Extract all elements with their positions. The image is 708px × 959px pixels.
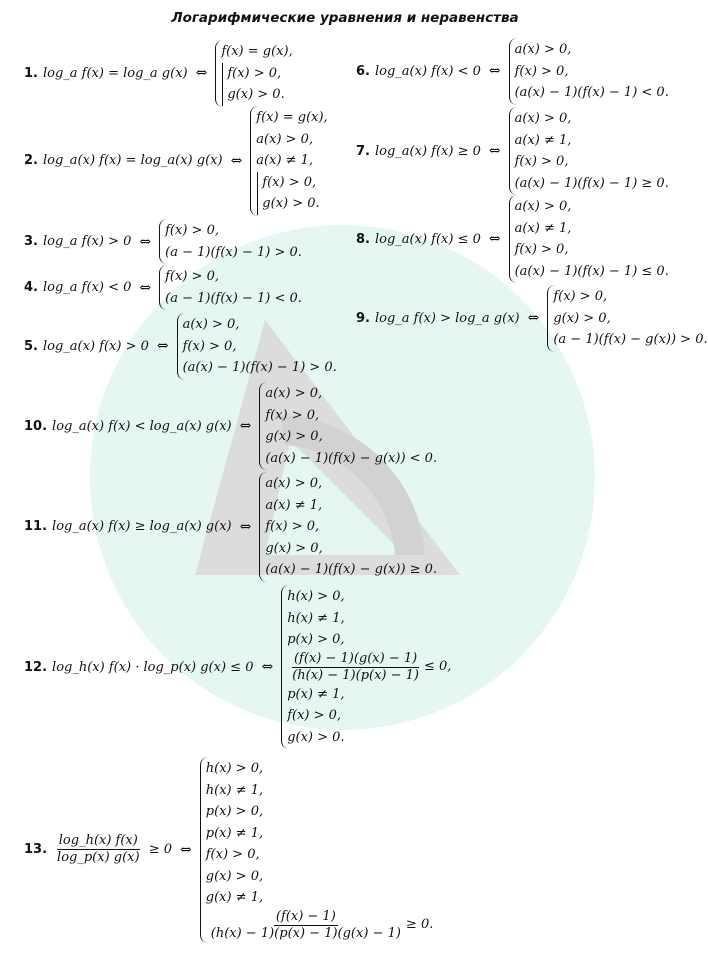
formula-12	[24, 585, 451, 749]
condition: (a − 1)(f(x) − 1) < 0.	[165, 290, 302, 306]
formula-lhs: log_a(x) f(x) ≥ log_a(x) g(x)	[52, 519, 232, 535]
formula-number: 4.	[24, 280, 38, 295]
system-brace	[509, 107, 669, 195]
formula-number: 3.	[24, 234, 38, 249]
fraction-relation: ≥ 0	[148, 842, 173, 858]
system-brace	[159, 265, 302, 310]
condition: a(x) ≠ 1,	[256, 153, 314, 168]
condition: a(x) > 0,	[514, 42, 572, 57]
fraction	[55, 833, 142, 866]
condition: g(x) > 0.	[227, 87, 285, 102]
equivalence-sign: ⇔	[139, 279, 152, 296]
condition: h(x) > 0,	[287, 589, 345, 604]
formula-lhs: log_a f(x) = log_a g(x)	[42, 65, 188, 81]
formula-lhs: log_a(x) f(x) = log_a(x) g(x)	[42, 153, 223, 169]
condition: (a(x) − 1)(f(x) − 1) ≥ 0.	[514, 175, 669, 191]
formula-lhs: log_a(x) f(x) ≤ 0	[374, 231, 481, 247]
system-brace	[259, 472, 437, 582]
system-brace	[159, 219, 302, 264]
formula-number: 1.	[24, 65, 38, 81]
condition: g(x) > 0,	[553, 310, 611, 326]
condition: f(x) > 0,	[265, 519, 320, 534]
condition: (a(x) − 1)(f(x) − g(x)) ≥ 0.	[265, 562, 438, 577]
formula-lhs: log_h(x) f(x) · log_p(x) g(x) ≤ 0	[52, 659, 254, 675]
formula-number: 6.	[356, 63, 370, 79]
fraction-denominator: log_p(x) g(x)	[57, 850, 140, 866]
formula-9	[356, 285, 708, 352]
equivalence-sign: ⇔	[488, 231, 501, 247]
formula-6	[356, 38, 669, 105]
condition: a(x) > 0,	[514, 111, 572, 126]
condition: a(x) ≠ 1,	[514, 220, 572, 236]
formula-3	[24, 219, 302, 264]
condition: f(x) > 0,	[514, 154, 569, 169]
equivalence-sign: ⇔	[239, 518, 252, 535]
condition: (a − 1)(f(x) − g(x)) > 0.	[553, 332, 708, 347]
condition: h(x) > 0,	[205, 761, 264, 776]
condition: a(x) > 0,	[514, 199, 572, 214]
condition: (a − 1)(f(x) − 1) > 0.	[165, 244, 302, 260]
formula-5	[24, 313, 337, 380]
condition: g(x) > 0.	[287, 729, 345, 745]
condition: f(x) > 0,	[165, 269, 219, 284]
formula-lhs: log_a(x) f(x) > 0	[42, 338, 149, 354]
system-brace	[281, 585, 451, 749]
subsystem-bracket	[257, 172, 327, 215]
formula-number: 2.	[24, 153, 38, 169]
fraction-condition	[287, 651, 451, 684]
formula-1	[24, 40, 293, 107]
fraction-numerator: (f(x) − 1)	[275, 908, 336, 924]
equivalence-sign: ⇔	[156, 338, 169, 355]
formula-2	[24, 106, 328, 216]
formula-number: 13.	[24, 842, 48, 858]
condition: p(x) > 0,	[287, 632, 345, 647]
condition: (a(x) − 1)(f(x) − g(x)) < 0.	[265, 450, 438, 466]
formula-number: 7.	[356, 143, 370, 159]
condition: (a(x) − 1)(f(x) − 1) < 0.	[514, 85, 669, 100]
formula-7	[356, 107, 669, 195]
condition: p(x) ≠ 1,	[205, 825, 264, 841]
condition: h(x) ≠ 1,	[287, 610, 345, 626]
condition: f(x) > 0,	[262, 174, 317, 190]
condition: f(x) > 0,	[514, 242, 569, 257]
condition: g(x) > 0.	[262, 196, 320, 211]
condition: a(x) > 0,	[265, 386, 323, 401]
condition: g(x) ≠ 1,	[205, 890, 264, 905]
condition: (a(x) − 1)(f(x) − 1) ≤ 0.	[514, 263, 669, 279]
formula-lhs: log_a(x) f(x) < log_a(x) g(x)	[52, 418, 232, 434]
fraction-relation: ≤ 0,	[424, 659, 452, 674]
equivalence-sign: ⇔	[488, 63, 501, 80]
fraction-relation: ≥ 0.	[405, 917, 434, 932]
fraction-denominator: (h(x) − 1)(p(x) − 1)(g(x) − 1)	[210, 925, 401, 941]
formula-lhs: log_a f(x) > 0	[42, 234, 132, 249]
formula-10	[24, 382, 437, 470]
system-brace	[250, 106, 327, 216]
equivalence-sign: ⇔	[488, 143, 501, 159]
condition: f(x) > 0,	[182, 338, 237, 354]
condition: a(x) ≠ 1,	[514, 132, 572, 148]
formula-number: 12.	[24, 659, 48, 675]
formula-lhs: log_a(x) f(x) < 0	[374, 63, 481, 79]
system-brace	[509, 38, 669, 105]
system-brace	[547, 285, 707, 352]
fraction	[209, 909, 403, 942]
condition: f(x) > 0,	[265, 407, 320, 423]
condition: f(x) > 0,	[165, 223, 219, 238]
formula-lhs	[52, 833, 172, 866]
fraction	[290, 651, 421, 684]
condition: a(x) ≠ 1,	[265, 497, 323, 513]
condition: p(x) ≠ 1,	[287, 686, 345, 702]
formula-number: 10.	[24, 418, 48, 434]
system-brace	[177, 313, 337, 380]
condition: f(x) > 0,	[287, 708, 342, 723]
formula-8	[356, 195, 669, 283]
formula-4	[24, 265, 302, 310]
equivalence-sign: ⇔	[139, 233, 152, 250]
condition: a(x) > 0,	[256, 131, 314, 147]
system-brace	[259, 382, 437, 470]
equivalence-sign: ⇔	[230, 152, 243, 169]
formula-number: 8.	[356, 231, 370, 247]
fraction-denominator: (h(x) − 1)(p(x) − 1)	[292, 667, 419, 683]
condition: f(x) > 0,	[553, 289, 608, 304]
condition: h(x) ≠ 1,	[205, 782, 264, 798]
system-brace	[200, 757, 434, 943]
formula-number: 9.	[356, 310, 370, 326]
formula-lhs: log_a f(x) < 0	[42, 280, 132, 295]
formula-number: 11.	[24, 519, 48, 535]
page-title: Логарифмические уравнения и неравенства	[171, 10, 519, 26]
system-brace	[509, 195, 669, 283]
condition: f(x) = g(x),	[221, 44, 293, 59]
condition: p(x) > 0,	[205, 804, 264, 819]
subsystem-bracket	[222, 63, 292, 106]
condition: f(x) > 0,	[514, 63, 569, 79]
formula-lhs: log_a f(x) > log_a g(x)	[374, 310, 520, 326]
condition: (a(x) − 1)(f(x) − 1) > 0.	[182, 360, 337, 375]
formula-13	[24, 757, 433, 943]
condition: g(x) > 0,	[265, 429, 323, 444]
equivalence-sign: ⇔	[195, 65, 208, 82]
condition: g(x) > 0,	[205, 868, 264, 884]
equivalence-sign: ⇔	[261, 659, 274, 675]
system-brace	[215, 40, 292, 107]
condition: f(x) > 0,	[205, 847, 260, 862]
fraction-numerator: log_h(x) f(x)	[58, 833, 138, 849]
equivalence-sign: ⇔	[180, 841, 192, 858]
formula-lhs: log_a(x) f(x) ≥ 0	[374, 143, 481, 159]
equivalence-sign: ⇔	[527, 310, 540, 327]
condition: a(x) > 0,	[265, 476, 323, 491]
condition: a(x) > 0,	[182, 317, 240, 332]
condition: f(x) > 0,	[227, 65, 282, 81]
condition: g(x) > 0,	[265, 540, 323, 556]
formula-11	[24, 472, 437, 582]
fraction-numerator: (f(x) − 1)(g(x) − 1)	[293, 650, 418, 666]
formula-number: 5.	[24, 338, 38, 354]
condition: f(x) = g(x),	[256, 110, 328, 125]
equivalence-sign: ⇔	[239, 418, 252, 434]
fraction-condition	[206, 909, 434, 942]
